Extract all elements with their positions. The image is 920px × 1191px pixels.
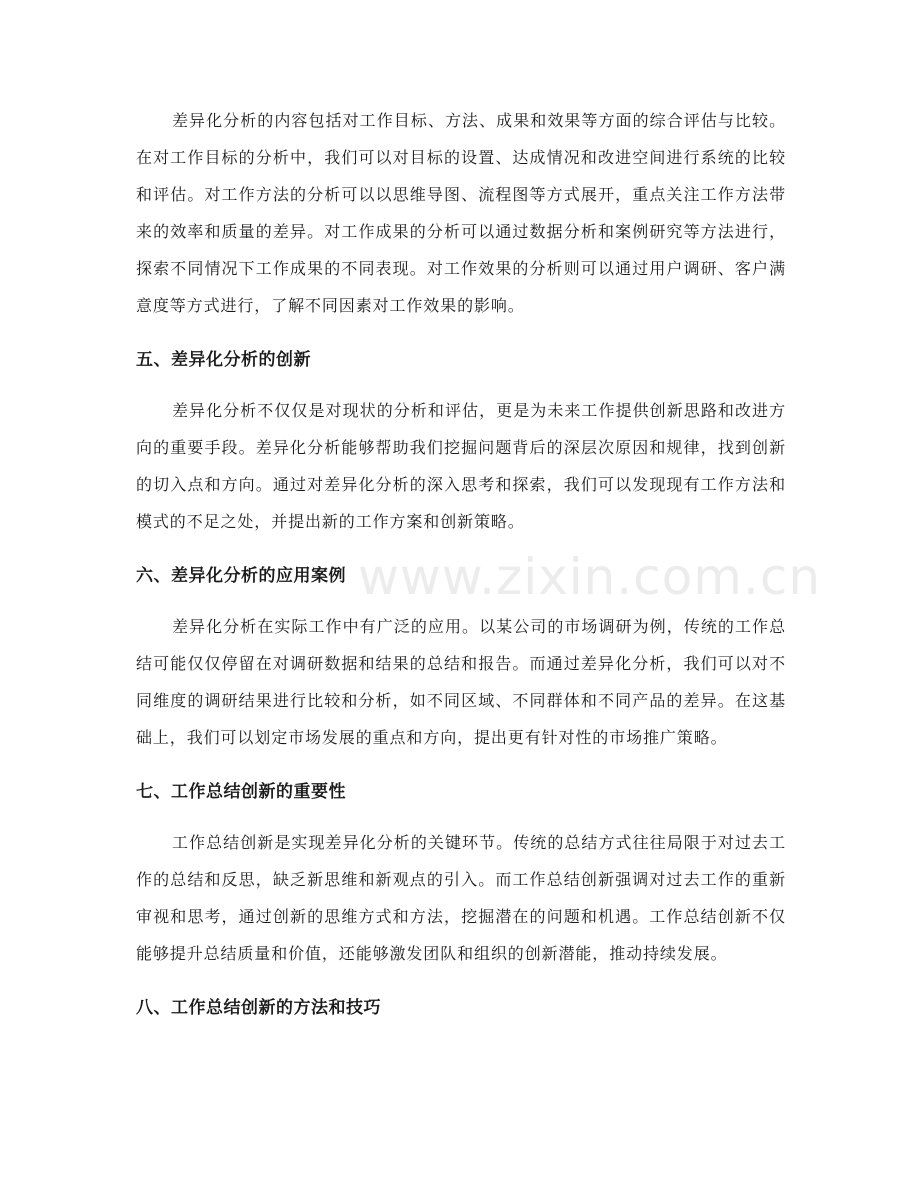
section-paragraph-5: 差异化分析不仅仅是对现状的分析和评估，更是为未来工作提供创新思路和改进方向的重要手段。差异化分析能够帮助我们挖掘问题背后的深层次原因和规律，找到创新的切入点和方向。通过对差异化分析的深入思考和探索，我们可以发现现有工作方法和模式的不足之处，并提出新的工作方案和创新策略。 bbox=[136, 401, 786, 531]
section-heading-7: 七、工作总结创新的重要性 bbox=[136, 782, 346, 802]
section-heading-5: 五、差异化分析的创新 bbox=[136, 350, 311, 370]
section-paragraph-6: 差异化分析在实际工作中有广泛的应用。以某公司的市场调研为例，传统的工作总结可能仅仅停留在对调研数据和结果的总结和报告。而通过差异化分析，我们可以对不同维度的调研结果进行比较和分析，如不同区域、不同群体和不同产品的差异。在这基础上，我们可以划定市场发展的重点和方向，提出更有针对性的市场推广策略。 bbox=[136, 617, 786, 747]
watermark: www.zixin.com.cn bbox=[358, 548, 822, 606]
section-paragraph-7: 工作总结创新是实现差异化分析的关键环节。传统的总结方式往往局限于对过去工作的总结和反思，缺乏新思维和新观点的引入。而工作总结创新强调对过去工作的重新审视和思考，通过创新的思维方式和方法，挖掘潜在的问题和机遇。工作总结创新不仅能够提升总结质量和价值，还能够激发团队和组织的创新潜能，推动持续发展。 bbox=[136, 833, 786, 963]
intro-paragraph: 差异化分析的内容包括对工作目标、方法、成果和效果等方面的综合评估与比较。在对工作目标的分析中，我们可以对目标的设置、达成情况和改进空间进行系统的比较和评估。对工作方法的分析可以以思维导图、流程图等方式展开，重点关注工作方法带来的效率和质量的差异。对工作成果的分析可以通过数据分析和案例研究等方法进行，探索不同情况下工作成果的不同表现。对工作效果的分析则可以通过用户调研、客户满意度等方式进行，了解不同因素对工作效果的影响。 bbox=[136, 111, 786, 315]
section-heading-6: 六、差异化分析的应用案例 bbox=[136, 566, 346, 586]
section-heading-8: 八、工作总结创新的方法和技巧 bbox=[136, 998, 381, 1018]
